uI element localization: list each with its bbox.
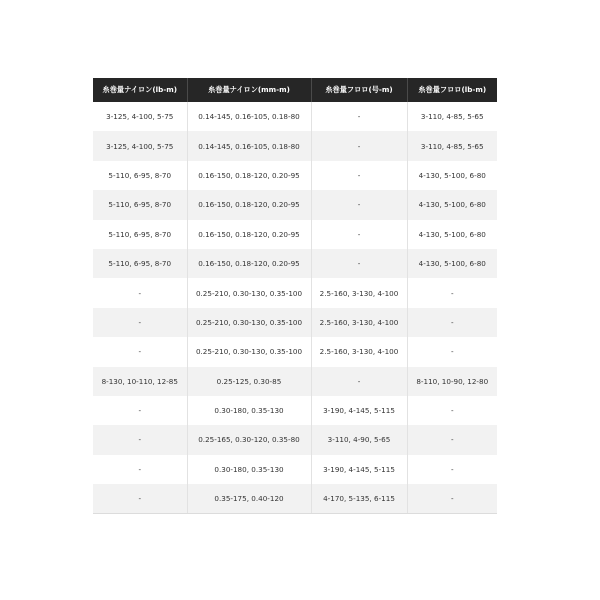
cell-nylon-lb: 5-110, 6-95, 8-70 [93, 220, 187, 249]
cell-nylon-mm: 0.14-145, 0.16-105, 0.18-80 [187, 102, 311, 131]
cell-nylon-lb: - [93, 455, 187, 484]
cell-nylon-mm: 0.16-150, 0.18-120, 0.20-95 [187, 161, 311, 190]
cell-fluoro-lb: - [407, 308, 497, 337]
table-header [93, 78, 497, 102]
table-row [93, 131, 497, 160]
cell-nylon-mm: 0.25-210, 0.30-130, 0.35-100 [187, 278, 311, 307]
header-nylon-lb: 糸巻量ナイロン(lb-m) [93, 78, 187, 102]
cell-fluoro-go: 4-170, 5-135, 6-115 [311, 484, 407, 514]
cell-nylon-lb: - [93, 484, 187, 514]
cell-nylon-mm: 0.35-175, 0.40-120 [187, 484, 311, 514]
table-row [93, 425, 497, 454]
table-body [93, 102, 497, 514]
cell-nylon-lb: - [93, 278, 187, 307]
cell-nylon-lb: 5-110, 6-95, 8-70 [93, 249, 187, 278]
table-row [93, 308, 497, 337]
cell-fluoro-lb: - [407, 484, 497, 514]
cell-nylon-lb: - [93, 337, 187, 366]
cell-fluoro-lb: 4-130, 5-100, 6-80 [407, 190, 497, 219]
cell-fluoro-go: - [311, 220, 407, 249]
cell-nylon-lb: 3-125, 4-100, 5-75 [93, 102, 187, 131]
cell-fluoro-go: 2.5-160, 3-130, 4-100 [311, 337, 407, 366]
table-row [93, 484, 497, 514]
cell-nylon-mm: 0.25-125, 0.30-85 [187, 367, 311, 396]
cell-nylon-mm: 0.30-180, 0.35-130 [187, 396, 311, 425]
cell-fluoro-go: - [311, 249, 407, 278]
cell-fluoro-go: 3-110, 4-90, 5-65 [311, 425, 407, 454]
line-capacity-table-container [93, 78, 497, 514]
table-row [93, 249, 497, 278]
cell-nylon-lb: 5-110, 6-95, 8-70 [93, 161, 187, 190]
cell-nylon-lb: 5-110, 6-95, 8-70 [93, 190, 187, 219]
table-row [93, 278, 497, 307]
cell-nylon-mm: 0.25-210, 0.30-130, 0.35-100 [187, 308, 311, 337]
cell-fluoro-lb: 3-110, 4-85, 5-65 [407, 131, 497, 160]
table-row [93, 102, 497, 131]
cell-fluoro-lb: 4-130, 5-100, 6-80 [407, 161, 497, 190]
cell-nylon-lb: 3-125, 4-100, 5-75 [93, 131, 187, 160]
table-row [93, 337, 497, 366]
cell-fluoro-lb: 4-130, 5-100, 6-80 [407, 249, 497, 278]
cell-nylon-mm: 0.16-150, 0.18-120, 0.20-95 [187, 220, 311, 249]
cell-fluoro-go: - [311, 161, 407, 190]
header-row [93, 78, 497, 102]
cell-fluoro-go: 3-190, 4-145, 5-115 [311, 455, 407, 484]
cell-fluoro-go: - [311, 131, 407, 160]
cell-fluoro-lb: - [407, 425, 497, 454]
cell-nylon-mm: 0.25-210, 0.30-130, 0.35-100 [187, 337, 311, 366]
cell-fluoro-go: 2.5-160, 3-130, 4-100 [311, 278, 407, 307]
cell-nylon-lb: - [93, 425, 187, 454]
cell-fluoro-go: - [311, 367, 407, 396]
table-row [93, 190, 497, 219]
cell-fluoro-go: - [311, 190, 407, 219]
table-row [93, 396, 497, 425]
cell-nylon-lb: - [93, 308, 187, 337]
cell-nylon-mm: 0.16-150, 0.18-120, 0.20-95 [187, 249, 311, 278]
cell-fluoro-lb: - [407, 396, 497, 425]
cell-fluoro-lb: 4-130, 5-100, 6-80 [407, 220, 497, 249]
cell-nylon-mm: 0.14-145, 0.16-105, 0.18-80 [187, 131, 311, 160]
header-nylon-mm: 糸巻量ナイロン(mm-m) [187, 78, 311, 102]
table-row [93, 161, 497, 190]
cell-nylon-mm: 0.30-180, 0.35-130 [187, 455, 311, 484]
cell-fluoro-go: 2.5-160, 3-130, 4-100 [311, 308, 407, 337]
cell-nylon-lb: 8-130, 10-110, 12-85 [93, 367, 187, 396]
cell-nylon-lb: - [93, 396, 187, 425]
cell-fluoro-lb: - [407, 337, 497, 366]
cell-nylon-mm: 0.16-150, 0.18-120, 0.20-95 [187, 190, 311, 219]
table-row [93, 367, 497, 396]
cell-fluoro-go: 3-190, 4-145, 5-115 [311, 396, 407, 425]
table-row [93, 220, 497, 249]
cell-nylon-mm: 0.25-165, 0.30-120, 0.35-80 [187, 425, 311, 454]
line-capacity-table [93, 78, 497, 514]
cell-fluoro-lb: - [407, 278, 497, 307]
header-fluoro-lb: 糸巻量フロロ(lb-m) [407, 78, 497, 102]
table-row [93, 455, 497, 484]
header-fluoro-go: 糸巻量フロロ(号-m) [311, 78, 407, 102]
cell-fluoro-lb: 3-110, 4-85, 5-65 [407, 102, 497, 131]
cell-fluoro-lb: - [407, 455, 497, 484]
cell-fluoro-go: - [311, 102, 407, 131]
cell-fluoro-lb: 8-110, 10-90, 12-80 [407, 367, 497, 396]
